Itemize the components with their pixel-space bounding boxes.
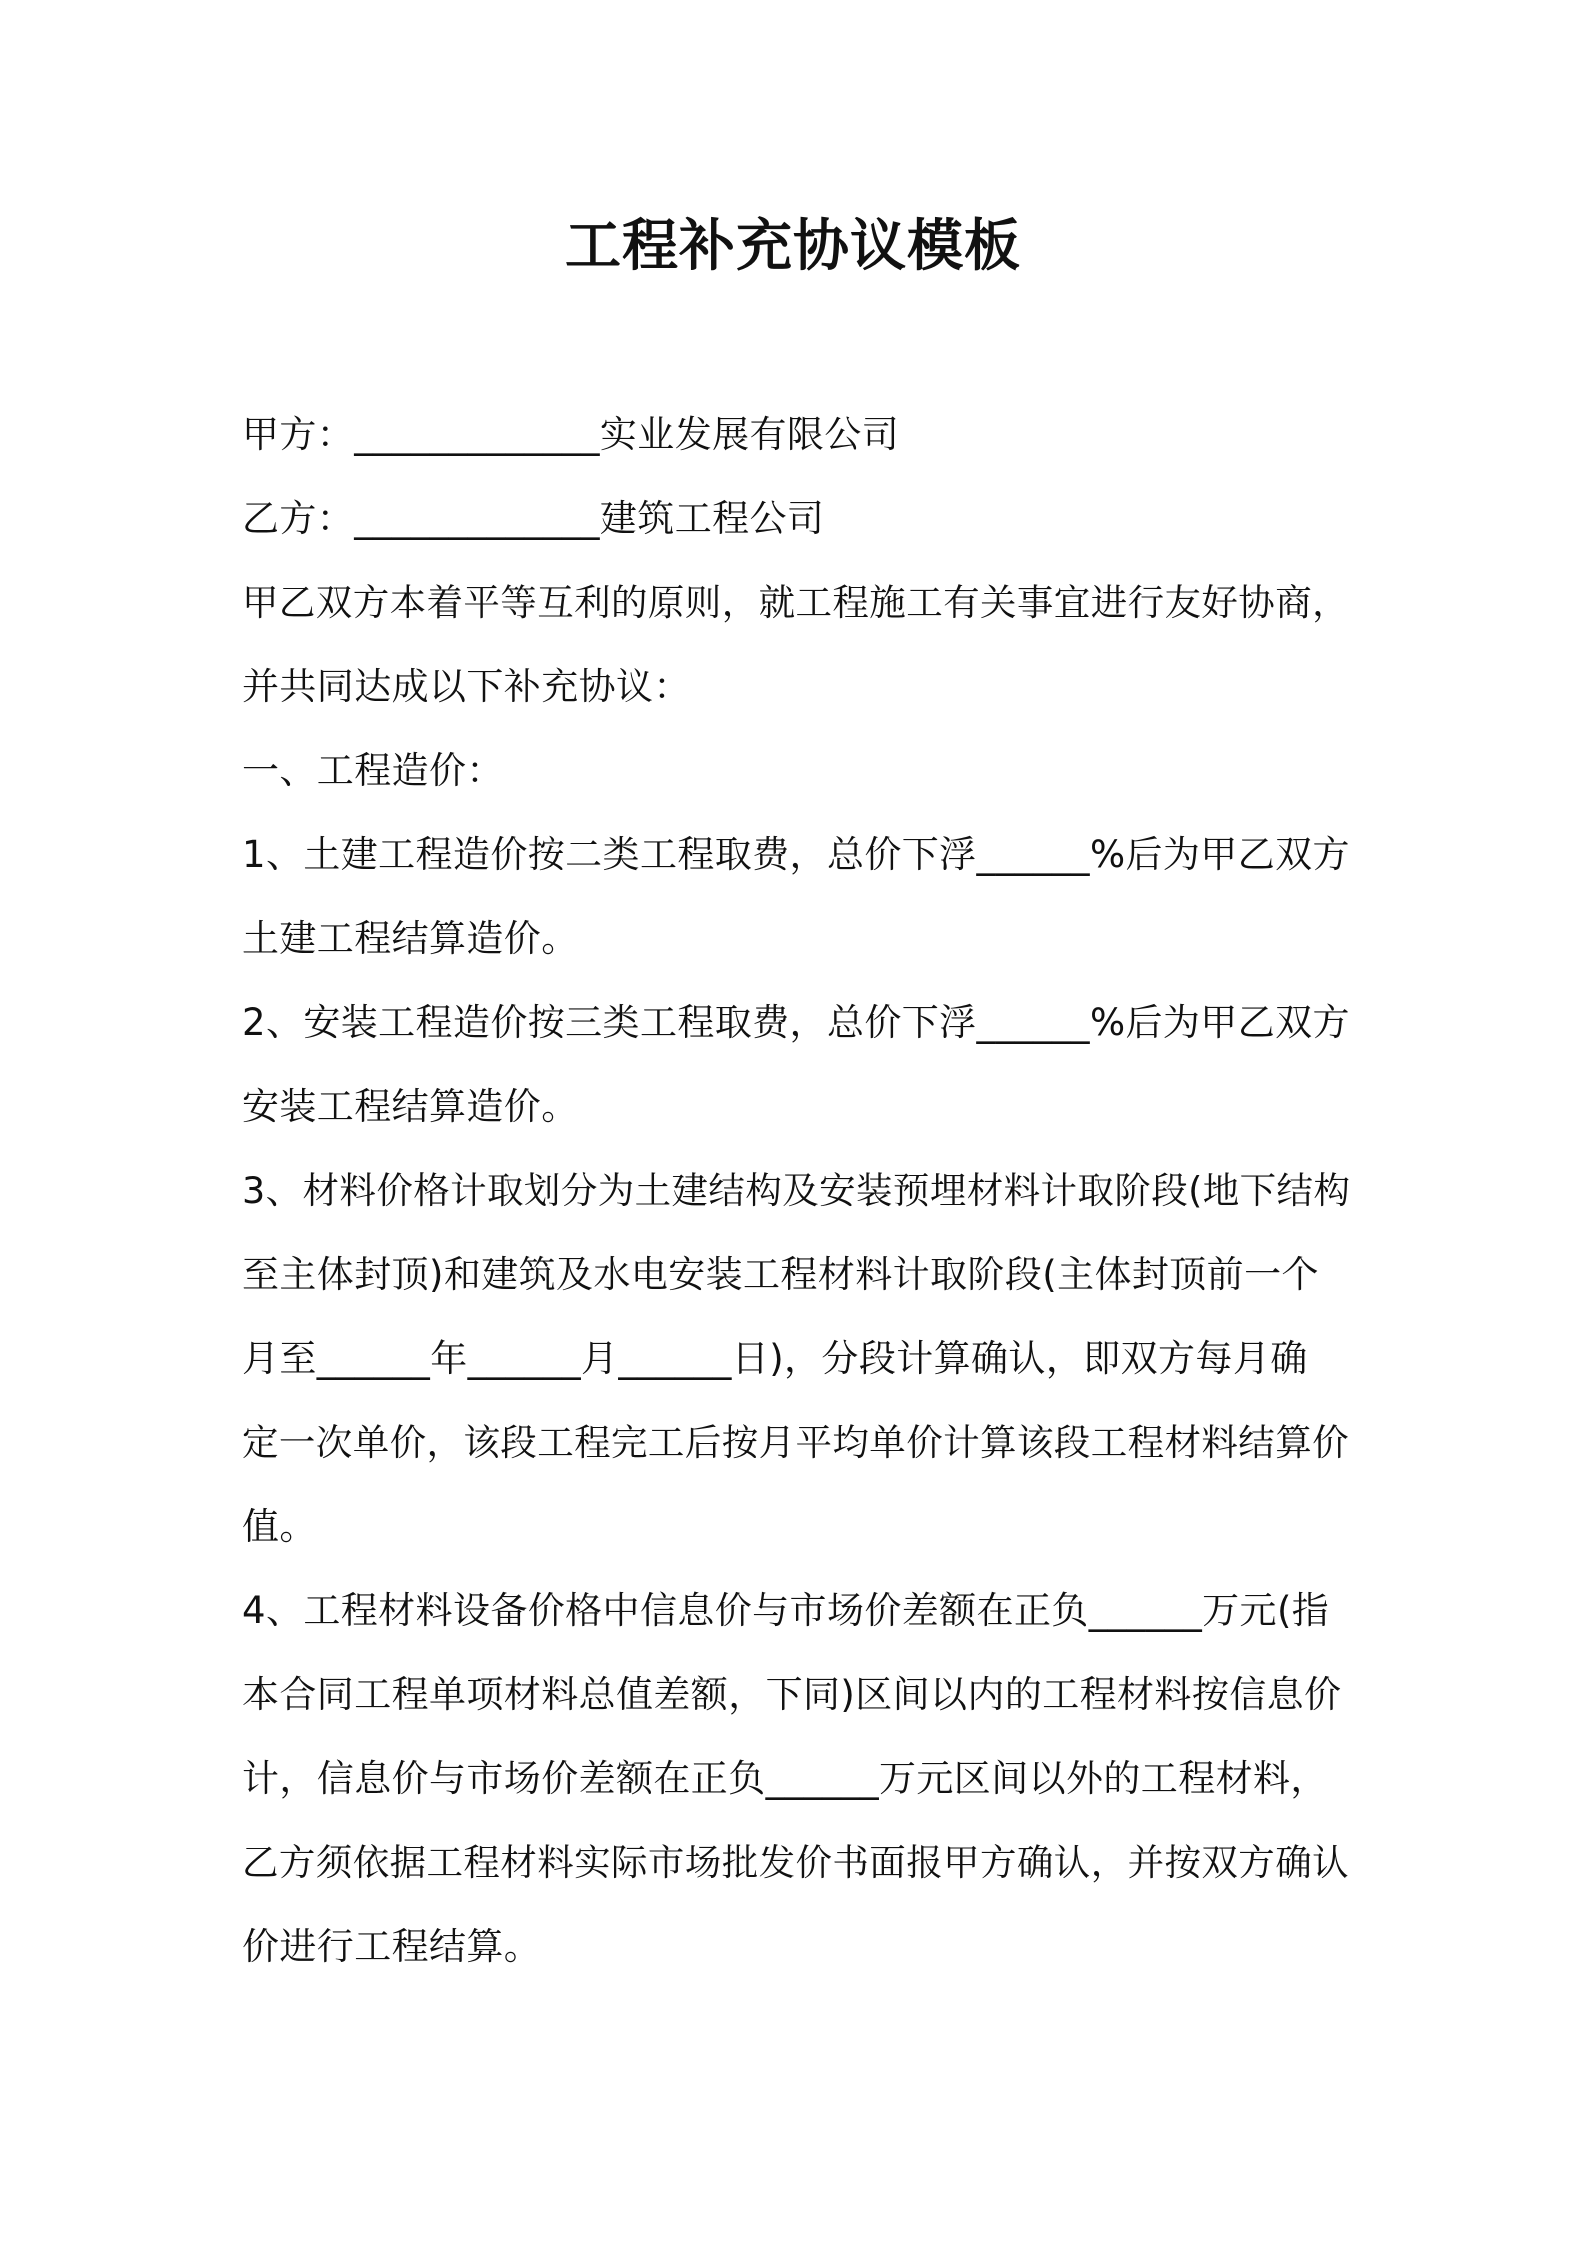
preamble-line-1: 甲乙双方本着平等互利的原则，就工程施工有关事宜进行友好协商，: [242, 581, 1349, 624]
clause-4-line-4: 乙方须依据工程材料实际市场批发价书面报甲方确认，并按双方确认: [242, 1841, 1349, 1884]
preamble-line-2: 并共同达成以下补充协议：: [242, 665, 691, 708]
clause-3-line-4: 定一次单价，该段工程完工后按月平均单价计算该段工程材料结算价: [242, 1421, 1349, 1464]
clause-3-line-3: 月至______年______月______日)，分段计算确认，即双方每月确: [242, 1337, 1308, 1380]
clause-4-line-3: 计，信息价与市场价差额在正负______万元区间以外的工程材料，: [242, 1757, 1328, 1800]
clause-3-line-1: 3、材料价格计取划分为土建结构及安装预埋材料计取阶段(地下结构: [242, 1169, 1351, 1212]
clause-1-line-1: 1、土建工程造价按二类工程取费，总价下浮______%后为甲乙双方: [242, 833, 1350, 876]
clause-4-line-1: 4、工程材料设备价格中信息价与市场价差额在正负______万元(指: [242, 1589, 1330, 1632]
clause-1-line-2: 土建工程结算造价。: [242, 917, 579, 960]
clause-4-line-5: 价进行工程结算。: [242, 1925, 542, 1968]
clause-2-line-1: 2、安装工程造价按三类工程取费，总价下浮______%后为甲乙双方: [242, 1001, 1350, 1044]
clause-4-line-2: 本合同工程单项材料总值差额，下同)区间以内的工程材料按信息价: [242, 1673, 1342, 1716]
clause-3-line-2: 至主体封顶)和建筑及水电安装工程材料计取阶段(主体封顶前一个: [242, 1253, 1319, 1296]
party-b-line: 乙方：_____________建筑工程公司: [242, 497, 825, 540]
document-title: 工程补充协议模板: [565, 214, 1021, 279]
clause-2-line-2: 安装工程结算造价。: [242, 1085, 579, 1128]
clause-3-line-5: 值。: [242, 1505, 317, 1548]
party-a-line: 甲方：_____________实业发展有限公司: [242, 413, 900, 456]
section-heading: 一、工程造价：: [242, 749, 504, 792]
